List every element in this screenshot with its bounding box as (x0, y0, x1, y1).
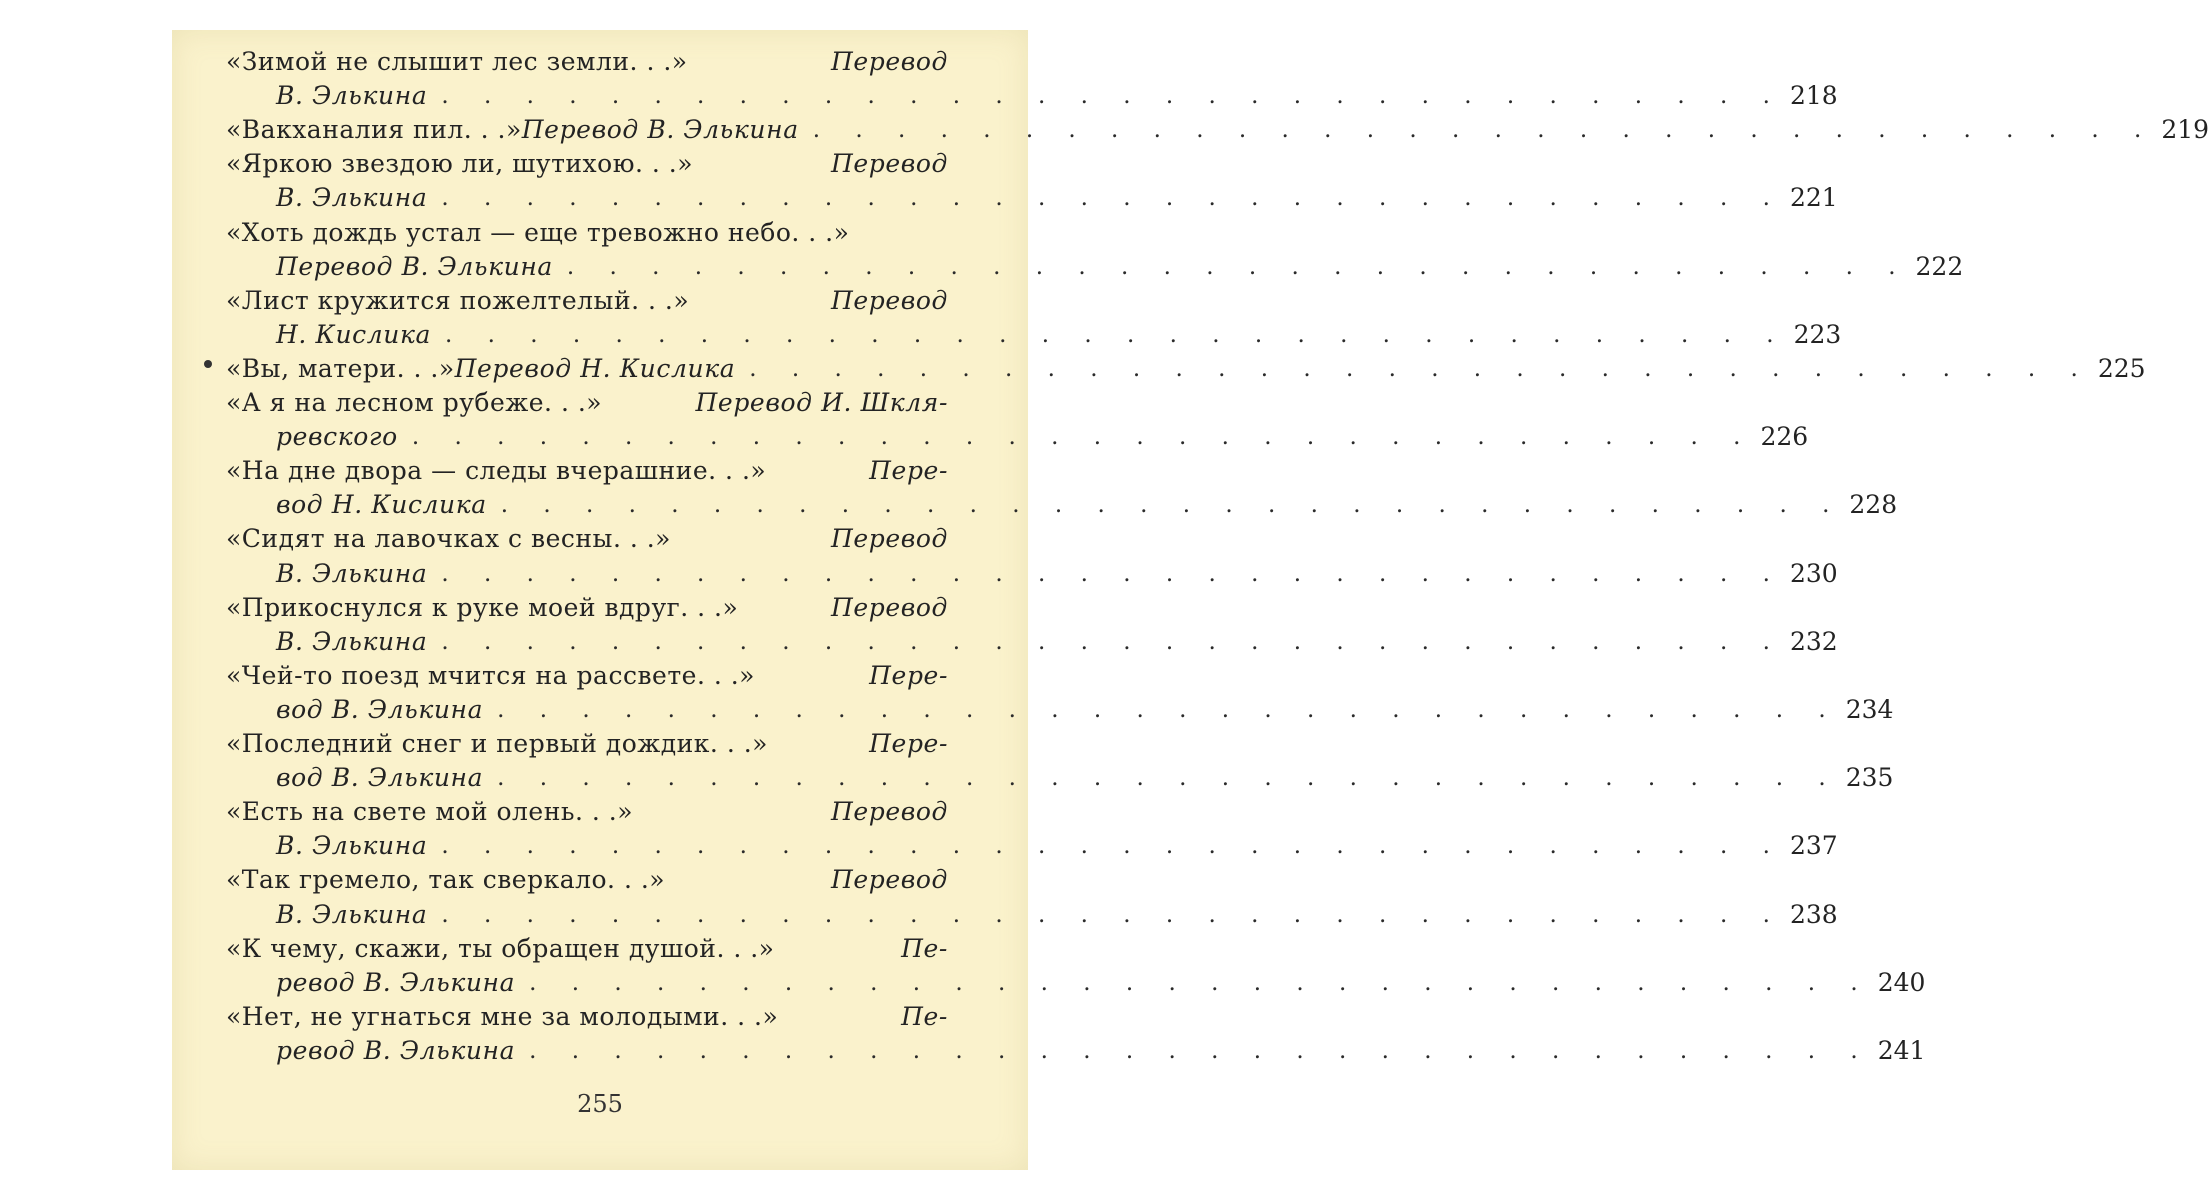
toc-continuation-line (276, 891, 1838, 929)
toc-leader-dots: . . . . . . . . . . . . . . . . . . . . . . . . . . . . . . . . (441, 833, 1784, 860)
toc-entry-page-number: 235 (1845, 763, 1894, 793)
toc-entry-line (226, 140, 948, 179)
toc-leader-dots: . . . . . . . . . . . . . . . . . . . . . . . . . . . . . . . . (497, 765, 1840, 792)
toc-entry-title: «Яркою звездою ли, шутихою. . .» (226, 149, 694, 179)
toc-entry-line (226, 345, 2146, 383)
toc-entry-title: «Лист кружится пожелтелый. . .» (226, 285, 690, 315)
toc-entry-title: «Так гремело, так сверкало. . .» (226, 865, 666, 895)
toc-entry-translator: В. Элькина (276, 183, 428, 213)
toc-entry-title: «К чему, скажи, ты обращен душой. . .» (226, 933, 775, 963)
toc-entry-line (226, 584, 948, 620)
toc-continuation-line (276, 174, 1838, 213)
toc-entry-page-number: 241 (1877, 1035, 1926, 1065)
toc-entry-translator: вод В. Элькина (276, 694, 484, 724)
toc-leader-dots: . . . . . . . . . . . . . . . . . . . . . . . . . . . . . . . . (529, 969, 1872, 996)
toc-entry-title: «Зимой не слышит лес земли. . .» (226, 47, 688, 76)
toc-entry-page-number: 223 (1793, 319, 1842, 349)
toc-entry-page-number: 228 (1849, 490, 1898, 520)
toc-entry-line (226, 106, 2209, 145)
toc-entry-line (226, 277, 948, 313)
toc-entry-page-number: 232 (1789, 626, 1838, 656)
toc-entry-title: «Последний снег и первый дождик. . .» (226, 729, 768, 758)
toc-entry-title: «Нет, не угнаться мне за молодыми. . .» (226, 1001, 779, 1031)
toc-leader-dots: . . . . . . . . . . . . . . . . . . . . . . . . . . . . . . . . (445, 321, 1788, 348)
toc-entry-line (226, 788, 948, 827)
toc-entry-line (226, 993, 948, 1029)
toc-entry-translator: В. Элькина (276, 831, 428, 861)
toc-entry-page-number: 222 (1915, 251, 1964, 281)
toc-leader-dots: . . . . . . . . . . . . . . . . . . . . . . . . . . . . . . . . (529, 1037, 1872, 1064)
toc-entry-translator: ревод В. Элькина (276, 1035, 516, 1065)
toc-entry-title: «А я на лесном рубеже. . .» (226, 388, 603, 417)
toc-entry-translator: Перевод (830, 524, 948, 554)
toc-entry-translator: Перевод (830, 285, 948, 315)
toc-entry-title: «Прикоснулся к руке моей вдруг. . .» (226, 592, 739, 622)
toc-continuation-line (276, 618, 1838, 656)
toc-entry-title: «Чей-то поезд мчится на рассвете. . .» (226, 660, 755, 690)
toc-entry-page-number: 226 (1760, 422, 1809, 452)
toc-leader-dots: . . . . . . . . . . . . . . . . . . . . . . . . . . . . . . . . (441, 628, 1784, 655)
toc-entry-line (226, 38, 948, 74)
toc-continuation-line (276, 822, 1838, 861)
toc-entry-translator: Перевод (830, 797, 948, 827)
toc-entry-translator: Перевод В. Элькина (521, 115, 799, 145)
toc-continuation-line (276, 1027, 1926, 1065)
toc-entry-translator: Пере- (869, 456, 948, 486)
toc-entry-translator: Перевод (830, 149, 948, 179)
toc-entry-line (226, 209, 948, 245)
toc-entry-line (226, 925, 948, 961)
toc-entry-title: «Есть на свете мой олень. . .» (226, 797, 634, 827)
toc-entry-page-number: 237 (1789, 831, 1838, 861)
toc-entry-page-number: 238 (1789, 899, 1838, 929)
stray-ink-mark (204, 360, 212, 368)
toc-entry-translator: Перевод Н. Кислика (454, 353, 736, 383)
toc-entry-translator: ревского (276, 422, 398, 452)
page-number-footer: 255 (577, 1090, 623, 1118)
toc-entry-line (226, 447, 948, 486)
toc-entry-line (226, 720, 948, 756)
toc-continuation-line (276, 754, 1894, 793)
toc-entry-translator: ревод В. Элькина (276, 967, 516, 997)
toc-continuation-line (276, 311, 1842, 349)
toc-leader-dots: . . . . . . . . . . . . . . . . . . . . . . . . . . . . . . . . (441, 560, 1784, 587)
toc-entry-translator: вод Н. Кислика (276, 490, 487, 520)
toc-entry-translator: В. Элькина (276, 899, 428, 929)
toc-entry-page-number: 230 (1789, 558, 1838, 588)
toc-entry-translator: Перевод И. Шкля- (695, 388, 948, 417)
toc-leader-dots: . . . . . . . . . . . . . . . . . . . . . . . . . . . . . . . . (441, 83, 1784, 110)
toc-entry-line (226, 856, 948, 895)
toc-continuation-line (276, 413, 1809, 452)
toc-entry-line (226, 652, 948, 688)
toc-continuation-line (276, 481, 1898, 520)
toc-entry-title: «Вы, матери. . .» (226, 353, 455, 383)
toc-entry-translator: В. Элькина (276, 81, 428, 111)
toc-entry-title: «Вакханалия пил. . .» (226, 115, 522, 145)
toc-leader-dots: . . . . . . . . . . . . . . . . . . . . . . . . . . . . . . . . (411, 424, 1755, 451)
toc-continuation-line (276, 72, 1838, 111)
toc-entry-title: «Сидят на лавочках с весны. . .» (226, 524, 671, 554)
toc-leader-dots: . . . . . . . . . . . . . . . . . . . . . . . . . . . . . . . . (441, 901, 1784, 928)
toc-entry-translator: В. Элькина (276, 626, 428, 656)
toc-entry-page-number: 219 (2161, 115, 2209, 145)
toc-entry-translator: Перевод (830, 47, 948, 76)
toc-continuation-line (276, 243, 1964, 281)
toc-entry-title: «Хоть дождь устал — еще тревожно небо. . .» (226, 217, 850, 247)
toc-continuation-line (276, 550, 1838, 588)
toc-entry-page-number: 240 (1877, 967, 1926, 997)
toc-entry-translator: Перевод (830, 865, 948, 895)
toc-leader-dots: . . . . . . . . . . . . . . . . . . . . . . . . . . . . . . . . (812, 117, 2156, 144)
toc-entry-translator: Н. Кислика (276, 319, 431, 349)
toc-entry-translator: Пере- (869, 729, 948, 758)
toc-entry-translator: В. Элькина (276, 558, 428, 588)
toc-entry-page-number: 218 (1789, 81, 1838, 111)
toc-entry-page-number: 221 (1789, 183, 1838, 213)
toc-leader-dots: . . . . . . . . . . . . . . . . . . . . . . . . . . . . . . . . (441, 185, 1784, 212)
toc-entry-translator: Пе- (901, 933, 948, 963)
toc-entry-page-number: 225 (2097, 353, 2146, 383)
toc-entry-page-number: 234 (1845, 694, 1894, 724)
toc-leader-dots: . . . . . . . . . . . . . . . . . . . . . . . . . . . . . . . . (497, 696, 1840, 723)
toc-entry-title: «На дне двора — следы вчерашние. . .» (226, 456, 767, 486)
toc-entry-translator: Перевод (830, 592, 948, 622)
toc-leader-dots: . . . . . . . . . . . . . . . . . . . . . . . . . . . . . . . . (749, 355, 2092, 382)
toc-leader-dots: . . . . . . . . . . . . . . . . . . . . . . . . . . . . . . . . (500, 492, 1844, 519)
toc-entry-line (226, 379, 948, 415)
toc-continuation-line (276, 959, 1926, 997)
toc-entry-line (226, 515, 948, 554)
toc-continuation-line (276, 686, 1894, 724)
toc-entry-translator: Пе- (901, 1001, 948, 1031)
toc-entry-translator: вод В. Элькина (276, 763, 484, 793)
toc-entry-translator: Перевод В. Элькина (276, 251, 553, 281)
toc-entry-translator: Пере- (869, 660, 948, 690)
toc-leader-dots: . . . . . . . . . . . . . . . . . . . . . . . . . . . . . . . . (566, 253, 1910, 280)
